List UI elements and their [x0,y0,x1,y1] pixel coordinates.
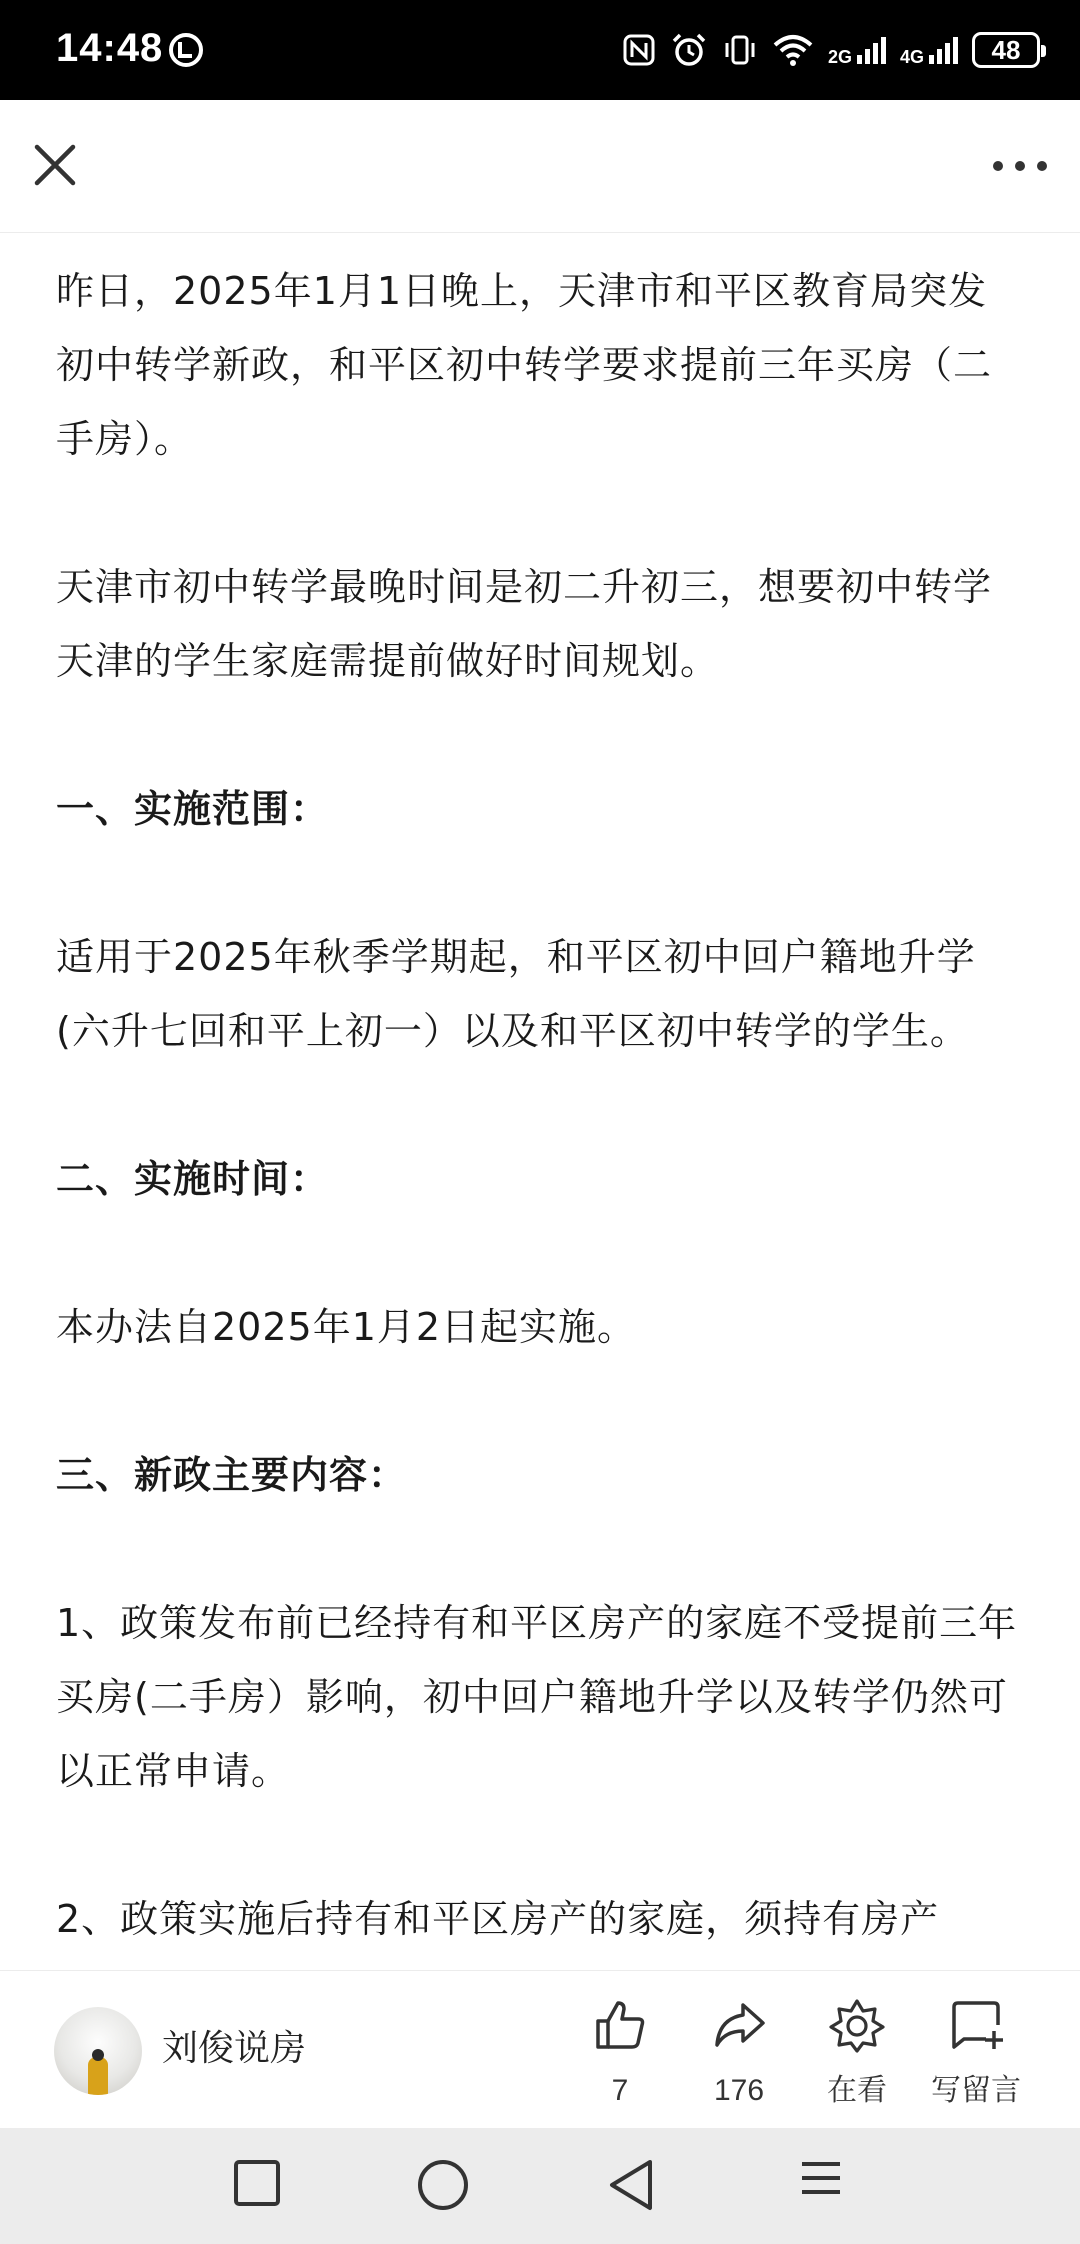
thumbs-up-icon [592,1997,648,2053]
article-paragraph: 适用于2025年秋季学期起，和平区初中回户籍地升学(六升七回和平上初一）以及和平区初中转学的学生。 [56,935,976,1053]
signal-icon [856,35,886,65]
alarm-icon [670,31,708,69]
share-count: 176 [713,2074,765,2107]
article-paragraph: 天津市初中转学最晚时间是初二升初三，想要初中转学天津的学生家庭需提前做好时间规划。 [56,565,993,683]
notification-icon [168,32,204,68]
section-heading: 一、实施范围： [56,787,330,831]
article-paragraph: 昨日，2025年1月1日晚上，天津市和平区教育局突发初中转学新政，和平区初中转学要求提前三年买房（二手房）。 [56,269,993,461]
more-options-icon[interactable] [990,148,1050,184]
author-name[interactable]: 刘俊说房 [162,2028,307,2069]
wifi-icon [772,33,814,67]
top-nav [0,100,1080,233]
watching-icon [829,1997,885,2053]
share-icon [711,1997,767,2053]
like-count: 7 [611,2074,629,2107]
comment-add-icon [948,1997,1004,2053]
nfc-icon [622,33,656,67]
status-time: 14:48 [56,26,164,70]
comment-label: 写留言 [931,2074,1021,2107]
status-bar [0,0,1080,100]
menu-icon[interactable] [796,2154,846,2204]
article-paragraph: 本办法自2025年1月2日起实施。 [56,1305,637,1349]
avatar[interactable] [54,2007,142,2095]
system-nav-bar [0,2128,1080,2244]
home-icon[interactable] [416,2158,470,2212]
section-heading: 三、新政主要内容： [56,1453,408,1497]
like-button[interactable] [570,1997,670,2111]
network-type-label: 4G [899,47,924,67]
battery-indicator: 48 [972,32,1040,68]
article-body [56,232,1026,1972]
share-button[interactable] [689,1997,789,2111]
network-type-label: 2G [827,47,852,67]
article-paragraph: 1、政策发布前已经持有和平区房产的家庭不受提前三年买房(二手房）影响，初中回户籍地升学以及转学仍然可以正常申请。 [56,1601,1018,1793]
close-icon[interactable] [30,140,80,190]
back-icon[interactable] [606,2158,656,2212]
watching-label: 在看 [827,2074,887,2107]
write-comment-button[interactable] [926,1997,1026,2111]
vibrate-icon [722,32,758,68]
recent-apps-icon[interactable] [232,2158,282,2208]
watching-button[interactable] [807,1997,907,2111]
bottom-action-bar [0,1970,1080,2129]
section-heading: 二、实施时间： [56,1157,330,1201]
signal-icon [928,35,958,65]
article-paragraph: 2、政策实施后持有和平区房产的家庭，须持有房产 [56,1897,940,1941]
